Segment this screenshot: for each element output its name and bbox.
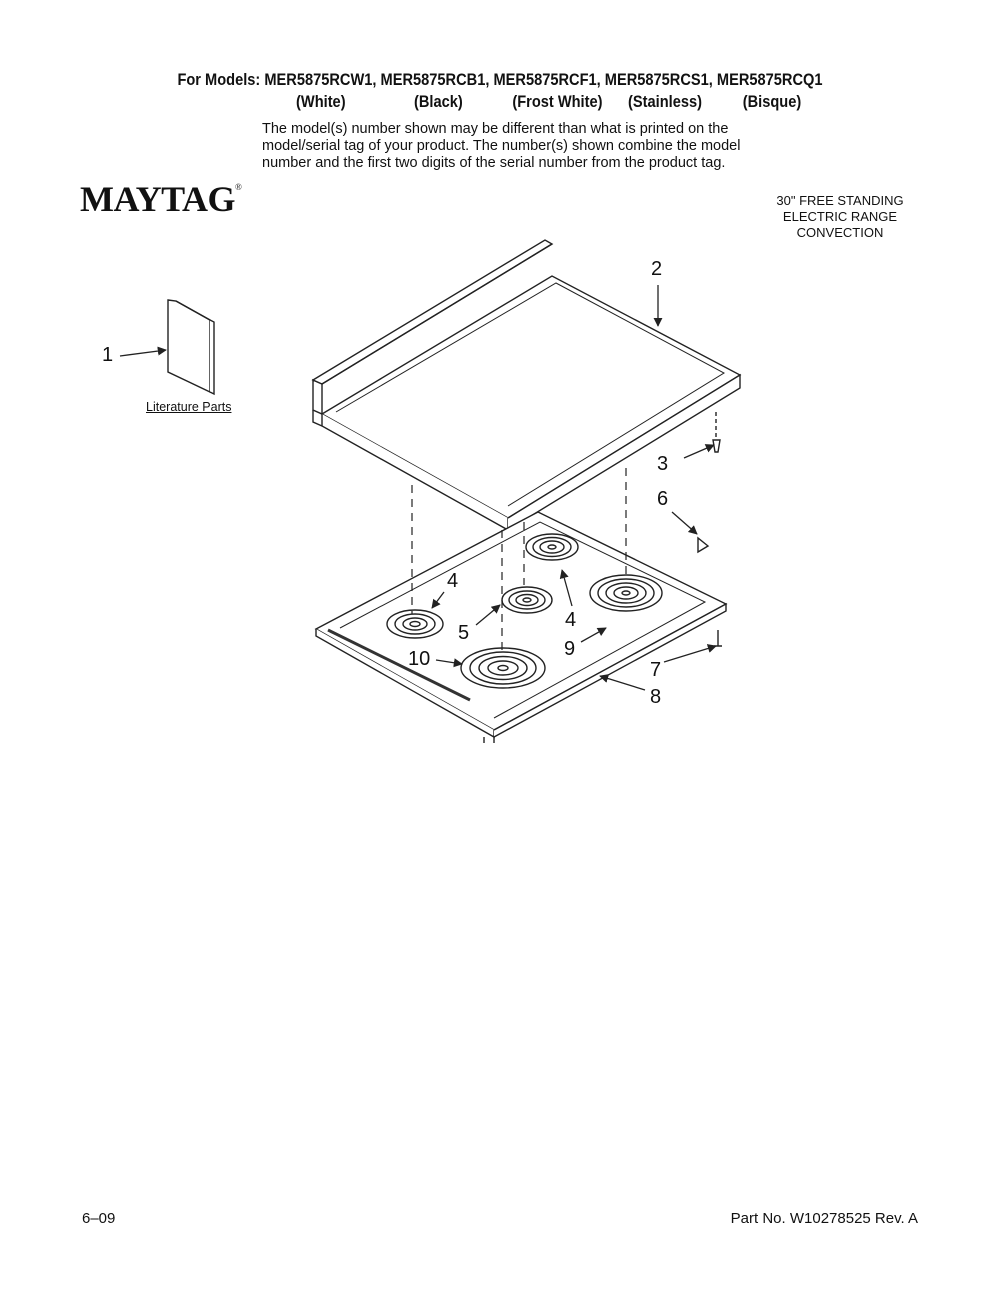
maytag-logo: MAYTAG® [80, 179, 242, 219]
color-bisque: (Bisque) [742, 92, 802, 111]
surface-element-left-front [387, 610, 443, 638]
surface-element-center [502, 587, 552, 613]
callout-4-left: 4 [447, 570, 459, 592]
note-line: model/serial tag of your product. The number(s) shown combine the model [262, 138, 741, 154]
color-stainless: (Stainless) [628, 92, 702, 111]
callout-9: 9 [564, 638, 576, 660]
note-line: The model(s) number shown may be different than what is printed on the [262, 121, 729, 137]
surface-element-front-large [461, 648, 545, 688]
callout-10: 10 [408, 648, 431, 670]
screw-part-3 [713, 412, 720, 452]
cooktop-frame [316, 512, 726, 743]
product-type-line: CONVECTION [796, 225, 884, 240]
literature-booklet [168, 300, 214, 394]
product-type-line: ELECTRIC RANGE [782, 209, 898, 224]
callout-2: 2 [651, 258, 663, 280]
callout-1: 1 [102, 344, 114, 366]
callout-5: 5 [458, 622, 470, 644]
revision-date: 6–09 [82, 1210, 116, 1227]
color-frost-white: (Frost White) [512, 92, 603, 111]
callout-4-right: 4 [565, 609, 577, 631]
surface-element-rear-center [526, 534, 578, 560]
callout-7: 7 [650, 659, 662, 681]
callout-8: 8 [650, 686, 662, 708]
surface-element-right-large [590, 575, 662, 611]
part-number: Part No. W10278525 Rev. A [730, 1210, 918, 1227]
models-line: For Models: MER5875RCW1, MER5875RCB1, MER5875RCF1, MER5875RCS1, MER5875RCQ1 [177, 70, 823, 89]
product-type-line: 30" FREE STANDING [776, 193, 904, 208]
literature-parts-label: Literature Parts [146, 400, 232, 414]
screw-part-7 [714, 630, 722, 646]
callout-6: 6 [657, 488, 669, 510]
color-white: (White) [296, 92, 346, 111]
cooktop-panel [313, 240, 740, 530]
callout-3: 3 [657, 453, 669, 475]
color-black: (Black) [413, 92, 463, 111]
clip-part-6 [698, 538, 708, 552]
note-line: number and the first two digits of the serial number from the product tag. [262, 155, 726, 171]
